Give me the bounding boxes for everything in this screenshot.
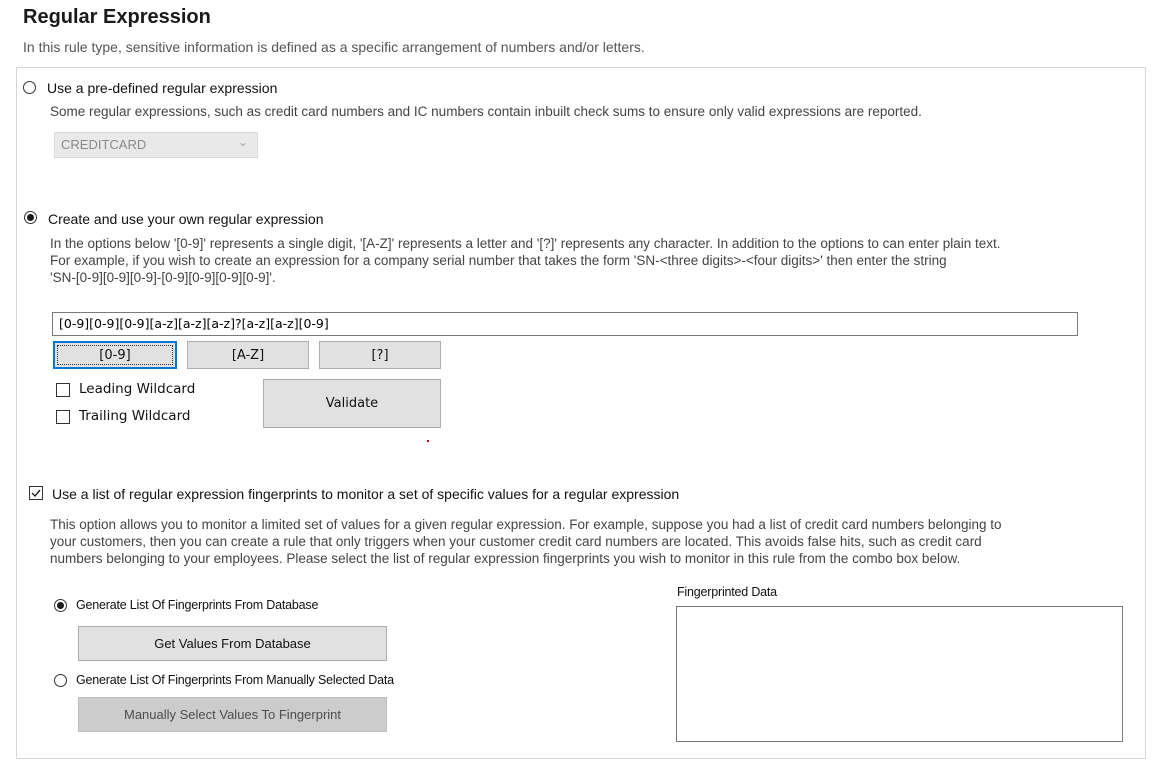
fingerprinted-data-box[interactable] [676, 606, 1123, 742]
predefined-radio[interactable] [23, 81, 36, 94]
fingerprints-label: Use a list of regular expression fingerprints to monitor a set of specific values for a regular expression [52, 486, 680, 502]
custom-radio[interactable] [24, 211, 37, 224]
expression-input[interactable]: [0-9][0-9][0-9][a-z][a-z][a-z]?[a-z][a-z][0-9] [52, 312, 1078, 336]
predefined-label: Use a pre-defined regular expression [47, 80, 278, 96]
validate-button[interactable]: Validate [263, 379, 441, 428]
manual-select-button: Manually Select Values To Fingerprint [78, 697, 387, 732]
predefined-combo-value: CREDITCARD [61, 137, 147, 152]
trailing-wildcard-checkbox[interactable] [56, 410, 70, 424]
leading-wildcard-label: Leading Wildcard [79, 381, 196, 397]
custom-label: Create and use your own regular expression [48, 211, 324, 227]
checkmark-icon [30, 487, 42, 499]
fingerprints-description-1: This option allows you to monitor a limited set of values for a given regular expression. For example, suppose you had a list of credit card numbers belonging to [50, 517, 1002, 532]
get-values-button[interactable]: Get Values From Database [78, 626, 387, 661]
fingerprinted-data-label: Fingerprinted Data [677, 585, 777, 599]
from-manual-label: Generate List Of Fingerprints From Manually Selected Data [76, 673, 394, 687]
chevron-down-icon: ⌄ [237, 135, 248, 149]
fingerprints-checkbox[interactable] [29, 486, 43, 500]
from-database-label: Generate List Of Fingerprints From Database [76, 598, 319, 612]
from-manual-radio[interactable] [54, 674, 67, 687]
predefined-combo[interactable] [54, 132, 258, 158]
custom-description-3: 'SN-[0-9][0-9][0-9]-[0-9][0-9][0-9][0-9]'. [50, 270, 276, 285]
predefined-description: Some regular expressions, such as credit card numbers and IC numbers contain inbuilt check sums to ensure only valid expressions are reported. [50, 104, 922, 119]
leading-wildcard-checkbox[interactable] [56, 383, 70, 397]
page-subtitle: In this rule type, sensitive information is defined as a specific arrangement of numbers and/or letters. [23, 39, 645, 55]
fingerprints-description-3: numbers belonging to your employees. Please select the list of regular expression fingerprints you wish to monitor in this rule from the combo box below. [50, 551, 961, 566]
insert-digit-button[interactable]: [0-9] [53, 341, 177, 369]
trailing-wildcard-label: Trailing Wildcard [79, 408, 191, 424]
fingerprints-description-2: your customers, then you can create a rule that only triggers when your customer credit card numbers are located. This avoids false hits, such as credit card [50, 534, 982, 549]
custom-description-1: In the options below '[0-9]' represents a single digit, '[A-Z]' represents a letter and '[?]' represents any character. In addition to the options to can enter plain text. [50, 236, 1001, 251]
marker-dot [427, 440, 429, 442]
custom-description-2: For example, if you wish to create an expression for a company serial number that takes the form 'SN-<three digits>-<four digits>' then enter the string [50, 253, 947, 268]
insert-letter-button[interactable]: [A-Z] [187, 341, 309, 369]
insert-any-button[interactable]: [?] [319, 341, 441, 369]
from-database-radio[interactable] [54, 599, 67, 612]
page-title: Regular Expression [23, 6, 211, 28]
